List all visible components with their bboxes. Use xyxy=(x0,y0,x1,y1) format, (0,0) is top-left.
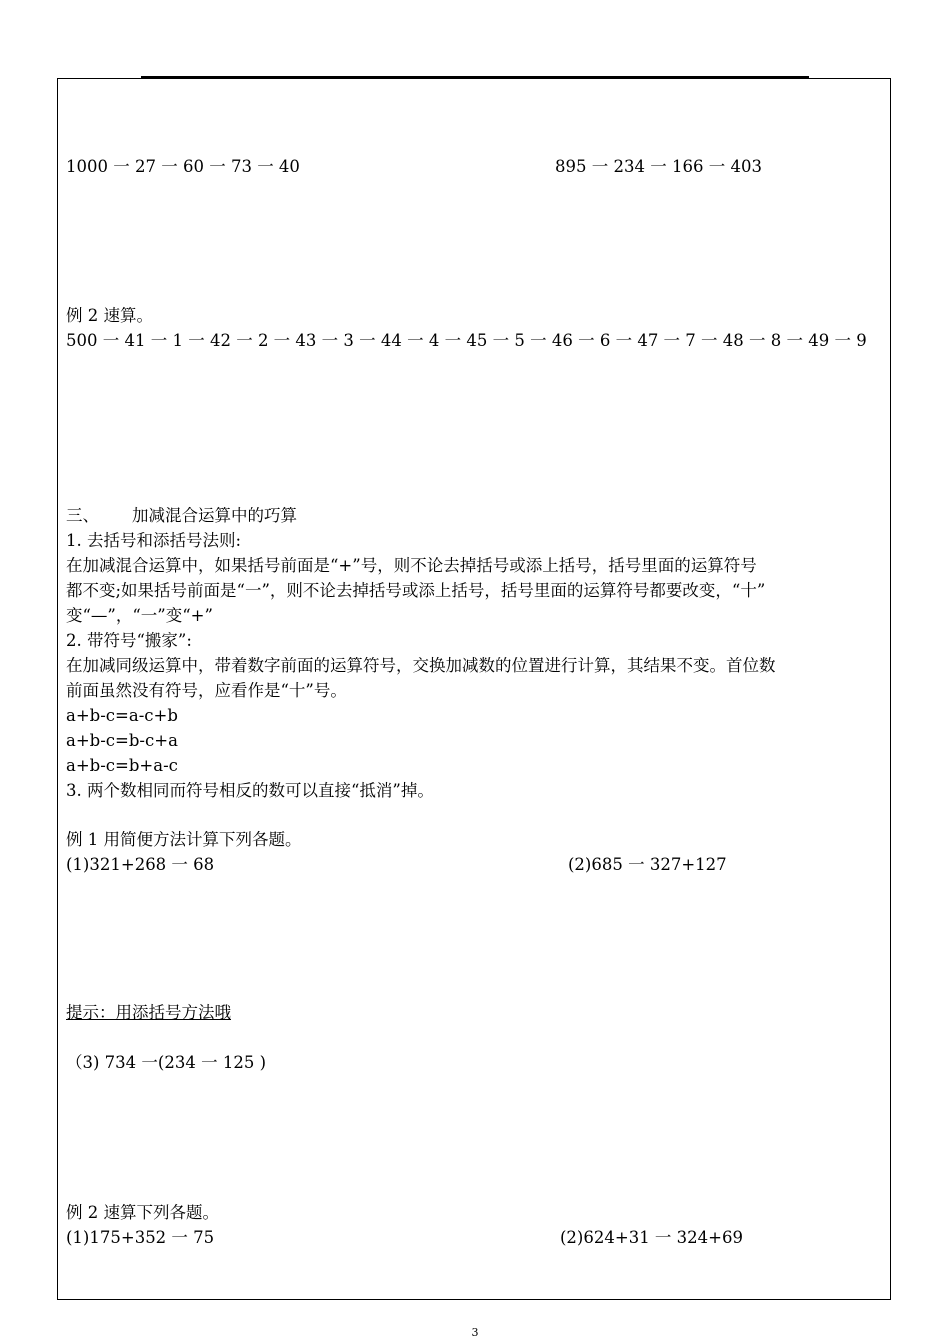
hint-text: 提示：用添括号方法哦 xyxy=(66,1003,231,1022)
rule1-text-line1: 在加减混合运算中，如果括号前面是“+”号，则不论去掉括号或添上括号，括号里面的运算符号 xyxy=(66,556,757,575)
rule3-text: 3. 两个数相同而符号相反的数可以直接“抵消”掉。 xyxy=(66,781,434,800)
example2-question-1: (1)175+352 一 75 xyxy=(66,1228,215,1247)
example2-bottom-title: 例 2 速算下列各题。 xyxy=(66,1203,219,1222)
rule1-text-line2: 都不变;如果括号前面是“一”，则不论去掉括号或添上括号，括号里面的运算符号都要改变，“十” xyxy=(66,581,766,600)
rule2-text-line2: 前面虽然没有符号，应看作是“十”号。 xyxy=(66,681,347,700)
rule1-text-line3: 变“—”，“一”变“+” xyxy=(66,606,213,625)
rule2-title: 2. 带符号“搬家”: xyxy=(66,631,192,650)
formula-3: a+b-c=b+a-c xyxy=(66,756,178,775)
example2-top-expression: 500 一 41 一 1 一 42 一 2 一 43 一 3 一 44 一 4 一 45 一 5 一 46 一 6 一 47 一 7 一 48 一 8 一 49 一 9 xyxy=(66,331,867,350)
example1-title: 例 1 用简便方法计算下列各题。 xyxy=(66,830,302,849)
page-number: 3 xyxy=(471,1326,479,1339)
rule2-text-line1: 在加减同级运算中，带着数字前面的运算符号，交换加减数的位置进行计算，其结果不变。首位数 xyxy=(66,656,776,675)
exercise-right: 895 一 234 一 166 一 403 xyxy=(555,157,762,176)
section3-number: 三、 xyxy=(66,506,99,525)
example2-question-2: (2)624+31 一 324+69 xyxy=(560,1228,743,1247)
example1-question-3: （3) 734 一(234 一 125 ) xyxy=(66,1053,267,1072)
example1-question-1: (1)321+268 一 68 xyxy=(66,855,215,874)
example2-top-title: 例 2 速算。 xyxy=(66,306,153,325)
exercise-left: 1000 一 27 一 60 一 73 一 40 xyxy=(66,157,300,176)
section3-title: 加减混合运算中的巧算 xyxy=(132,506,297,525)
formula-1: a+b-c=a-c+b xyxy=(66,706,178,725)
formula-2: a+b-c=b-c+a xyxy=(66,731,178,750)
rule1-title: 1. 去括号和添括号法则: xyxy=(66,531,242,550)
example1-question-2: (2)685 一 327+127 xyxy=(568,855,727,874)
section3-heading xyxy=(66,503,297,528)
